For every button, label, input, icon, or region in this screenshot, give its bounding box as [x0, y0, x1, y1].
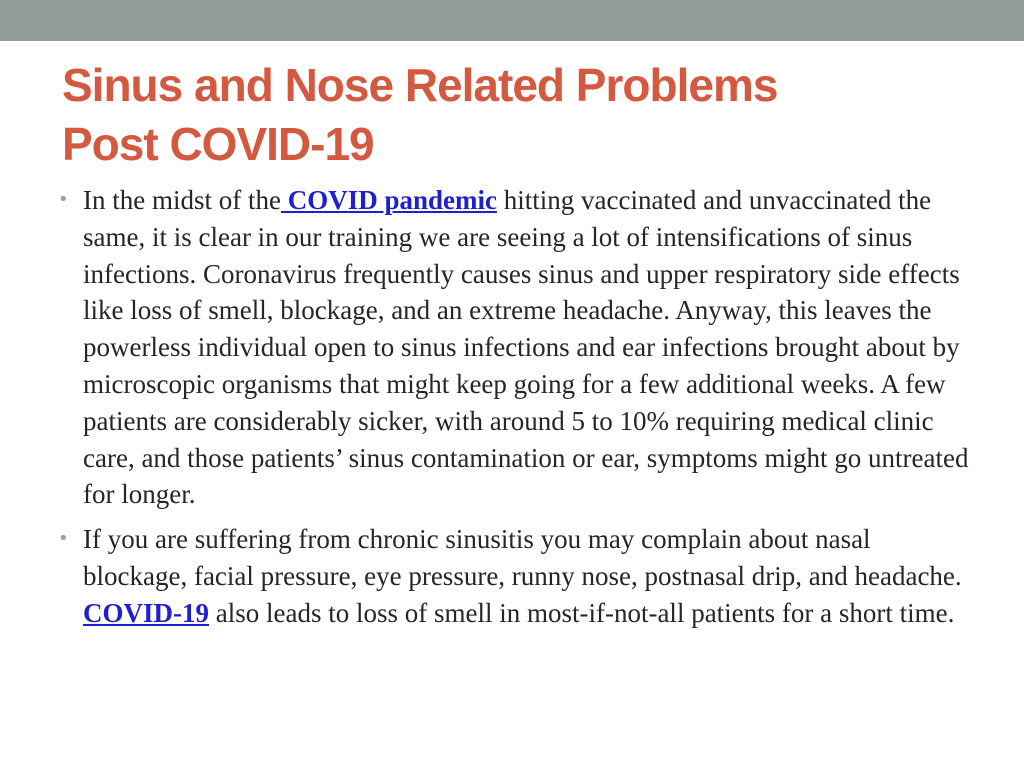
bullet-point-icon: • [58, 189, 69, 210]
bullet-item-chronic-sinusitis [58, 521, 978, 631]
bullet-point-icon: • [58, 528, 69, 550]
slide-title-line-1: Sinus and Nose Related Problems [62, 59, 778, 111]
bullet-list [58, 182, 978, 640]
slide-title-line-2: Post COVID-19 [62, 118, 374, 170]
bullet-text-before: If you are suffering from chronic sinusitis you may complain about nasal blockage, facial pressure, eye pressure, runny nose, postnasal drip, and headache. [83, 524, 962, 591]
top-bar [0, 0, 1024, 41]
covid-19-link[interactable]: COVID-19 [83, 597, 209, 628]
bullet-text-after: hitting vaccinated and unvaccinated the same, it is clear in our training we are seeing a lot of intensifications of sinus infections. Coronavirus frequently causes sinus and upper respiratory side effects like loss of smell, blockage, and an extreme headache. Anyway, this leaves the powerless individual open to sinus infections and ear infections brought about by microscopic organisms that might keep going for a few additional weeks. A few patients are considerably sicker, with around 5 to 10% requiring medical clinic care, and those patients’ sinus contamination or ear, symptoms might go untreated for longer. [83, 185, 969, 510]
bullet-text-before: In the midst of the [83, 185, 281, 215]
bullet-item-covid-pandemic [58, 182, 978, 513]
covid-pandemic-link[interactable]: COVID pandemic [280, 185, 497, 215]
slide-title [62, 56, 962, 174]
bullet-text-after: also leads to loss of smell in most-if-not-all patients for a short time. [209, 597, 955, 628]
